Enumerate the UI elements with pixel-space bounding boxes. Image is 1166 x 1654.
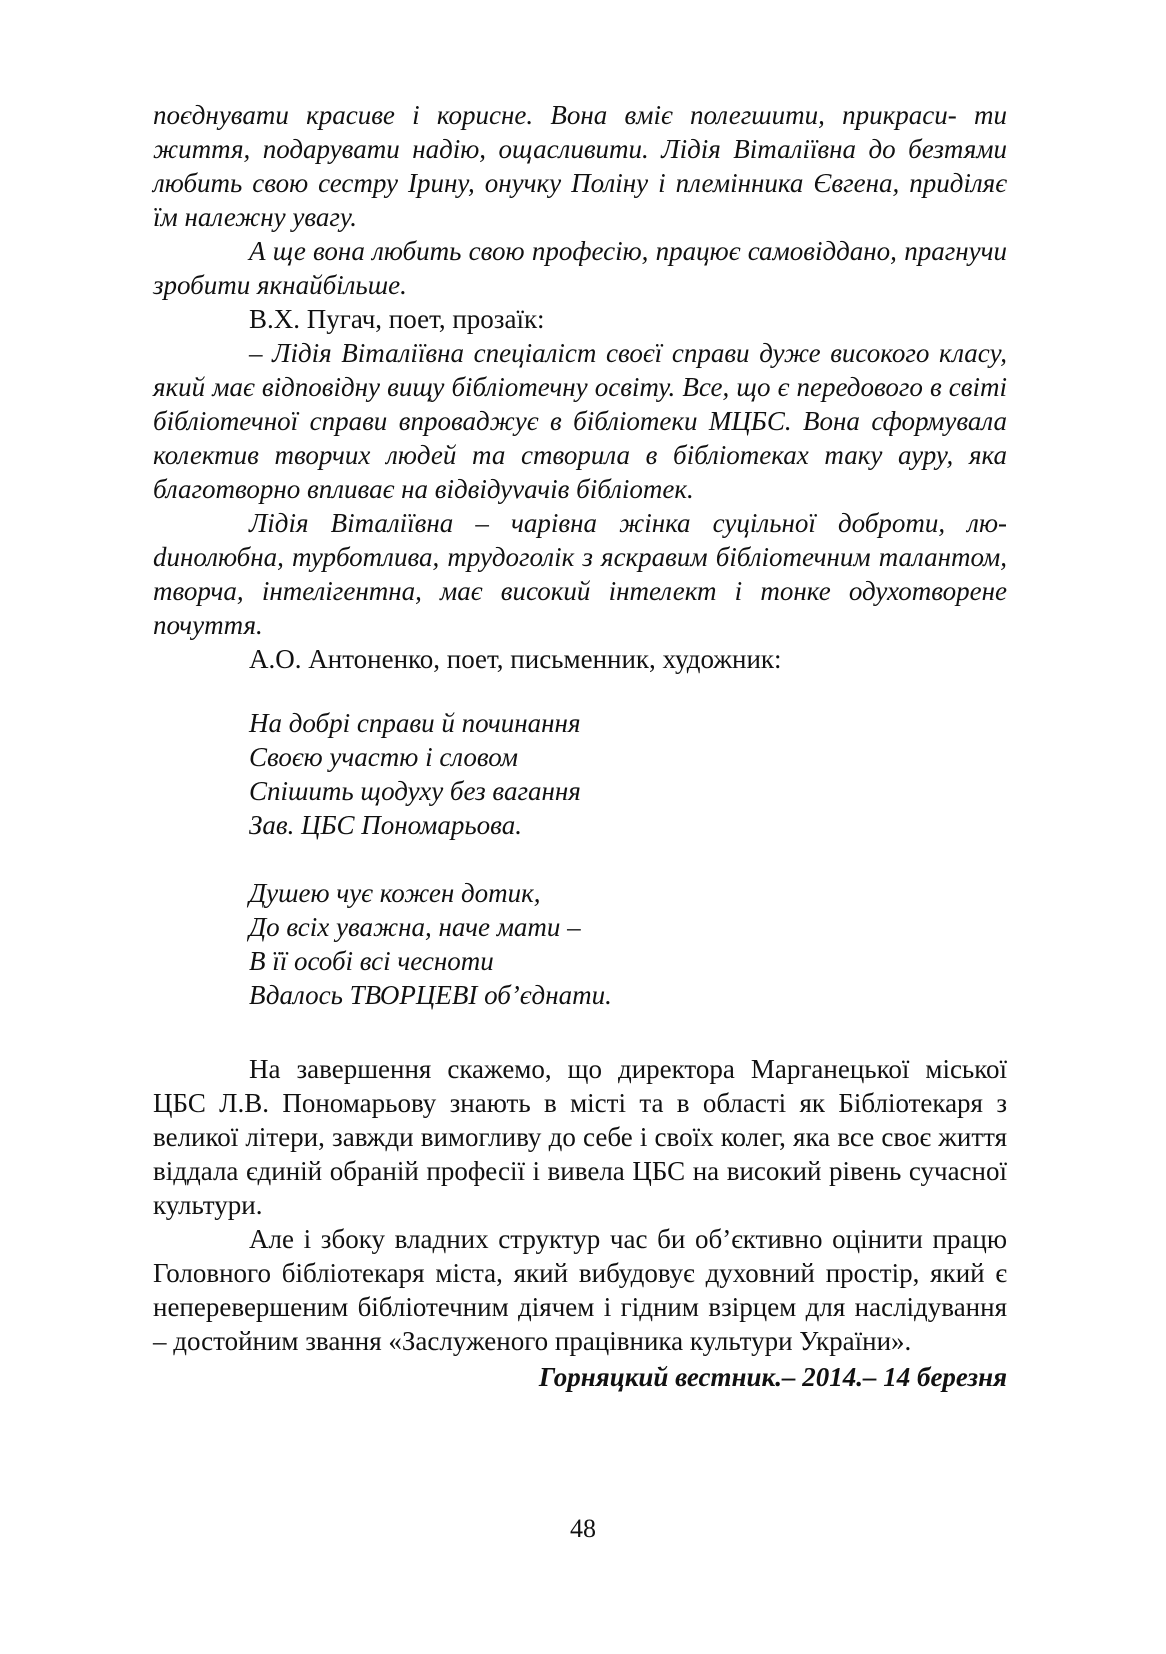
closing-paragraph: На завершення скажемо, що директора Марганецької міської ЦБС Л.В. Пономарьову знають в місті та в області як Бібліотекаря з великої літери, завжди вимогливу до себе і своїх колег, яка все своє життя віддала єдиній обраній професії і вивела ЦБС на високий рівень сучасної культури.	[153, 1054, 1007, 1220]
poem-line: Своєю участю і словом	[249, 742, 518, 772]
poem-line: Спішить щодуху без вагання	[249, 776, 581, 806]
poem-line: На добрі справи й починання	[249, 708, 581, 738]
text-line: поєднувати красиве і корисне. Вона вміє полегшити, прикраси-	[153, 100, 957, 130]
poem-line: Душею чує кожен дотик,	[249, 878, 541, 908]
paragraph-continuation	[153, 98, 1007, 234]
page-number: 48	[570, 1514, 596, 1543]
quote-paragraph: – Лідія Віталіївна спеціаліст своєї справи дуже високого класу, який має відповідну вищу бібліотечну освіту. Все, що є передового в світі бібліотечної справи впроваджує в бібліотеки МЦБС. Вона сформувала колектив творчих людей та створила в бібліотеках таку ауру, яка благотворно впливає на відвідуvачів бібліотек.	[153, 338, 1007, 504]
text-line: ти життя, подарувати надію, ощасливити. Лідія Віталіївна до	[153, 100, 1008, 164]
attribution-pugach: В.Х. Пугач, поет, прозаїк:	[249, 304, 545, 334]
poem-stanza	[249, 876, 1007, 1012]
text-line: безтями любить свою сестру Ірину, онучку Поліну і племінника	[153, 134, 1008, 198]
text-line: Євгена, приділяє їм належну увагу.	[153, 168, 1007, 232]
poem	[153, 706, 1007, 1012]
source-citation: Горняцкий вестник.– 2014.– 14 березня	[538, 1362, 1007, 1392]
page-body	[153, 98, 1007, 1394]
poem-stanza	[249, 706, 1007, 842]
quote-paragraph: Лідія Віталіївна – чарівна жінка суцільної доброти, люdинолюбна, турботлива, трудоголік з яскравим бібліотечним талантом, творча, інтелігентна, має високий інтелект і тонке одухотворене почуття.	[153, 508, 1007, 640]
paragraph-profession: А ще вона любить свою професію, працює самовіддано, прагнучи зробити якнайбільше.	[153, 236, 1007, 300]
closing-paragraph: Але і збоку владних структур час би об’єктивно оцінити працю Головного бібліотекаря міста, який вибудовує духовний простір, який є неперевершеним бібліотечним діячем і гідним взірцем для наслідування – достойним звання «Заслуженого працівника культури України».	[153, 1224, 1007, 1356]
closing-section	[153, 1052, 1007, 1358]
poem-line: До всіх уважна, наче мати –	[249, 912, 581, 942]
attribution-antonenko: А.О. Антоненко, поет, письменник, художник:	[249, 644, 782, 674]
poem-line: Вдалось ТВОРЦЕВІ об’єднати.	[249, 980, 612, 1010]
poem-line: Зав. ЦБС Пономарьова.	[249, 810, 522, 840]
poem-line: В її особі всі чесноти	[249, 946, 494, 976]
